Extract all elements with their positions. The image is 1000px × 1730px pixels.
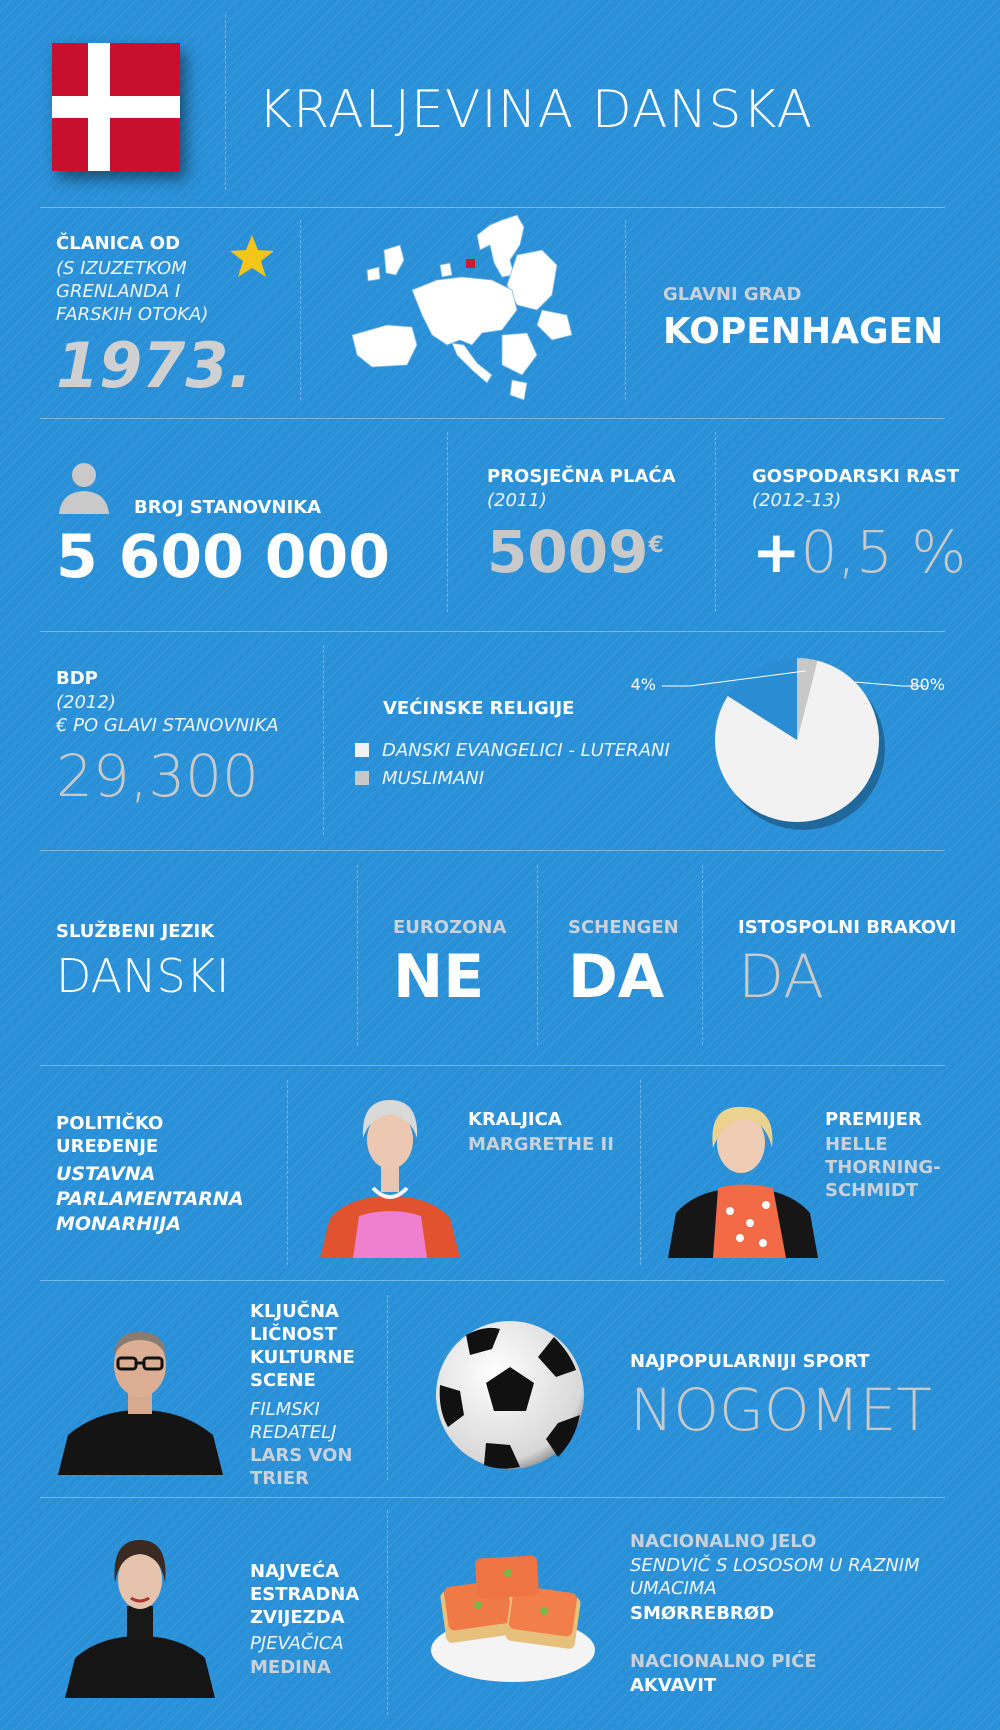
divider	[447, 432, 448, 612]
divider	[287, 1080, 288, 1265]
divider	[537, 865, 538, 1045]
divider	[300, 220, 301, 400]
dish-desc: SENDVIČ S LOSOSOM U RAZNIM UMACIMA	[630, 1555, 920, 1599]
salary-label: PROSJEČNA PLAĆA	[487, 466, 676, 487]
divider	[357, 865, 358, 1045]
dish-name: SMØRREBRØD	[630, 1603, 775, 1624]
football-icon	[430, 1315, 590, 1475]
eurozone-label: EUROZONA	[393, 917, 507, 938]
europe-map-icon	[352, 215, 577, 415]
divider	[625, 220, 626, 400]
drink-name: AKVAVIT	[630, 1675, 717, 1696]
gdp-year: (2012)	[56, 692, 116, 713]
salary-value: 5009	[487, 518, 649, 586]
membership-label: ČLANICA OD	[56, 233, 181, 254]
gdp-unit: € PO GLAVI STANOVNIKA	[56, 715, 279, 736]
gdp-value: 29,300	[56, 742, 259, 810]
politics-label: POLITIČKO UREĐENJE	[56, 1113, 164, 1157]
religion-pie-chart	[630, 650, 945, 830]
queen-portrait	[315, 1088, 465, 1258]
schengen-value: DA	[568, 942, 665, 1012]
religion-title: VEĆINSKE RELIGIJE	[383, 698, 575, 719]
legend-swatch-muslims	[355, 771, 369, 785]
divider	[40, 850, 945, 851]
legend-label-muslims: MUSLIMANI	[382, 768, 485, 789]
divider	[40, 1065, 945, 1066]
divider	[40, 1280, 945, 1281]
queen-value: MARGRETHE II	[468, 1134, 614, 1155]
star-name: MEDINA	[250, 1657, 331, 1678]
growth-label: GOSPODARSKI RAST	[752, 466, 960, 487]
page-title: KRALJEVINA DANSKA	[258, 80, 814, 140]
director-portrait	[58, 1310, 223, 1475]
divider	[40, 418, 945, 419]
legend-label-lutherans: DANSKI EVANGELICI - LUTERANI	[382, 740, 670, 761]
drink-label: NACIONALNO PIĆE	[630, 1651, 817, 1672]
pm-portrait	[668, 1093, 818, 1258]
language-value: DANSKI	[56, 949, 230, 1003]
smorrebrod-image	[428, 1535, 598, 1685]
legend-swatch-lutherans	[355, 743, 369, 757]
marriage-label: ISTOSPOLNI BRAKOVI	[738, 917, 957, 938]
salary-value-wrap	[487, 518, 664, 586]
divider	[702, 865, 703, 1045]
divider	[715, 432, 716, 612]
schengen-label: SCHENGEN	[568, 917, 679, 938]
denmark-flag-icon	[52, 43, 180, 171]
eu-star-icon	[228, 232, 276, 280]
gdp-label: BDP	[56, 668, 98, 689]
culture-role: FILMSKI REDATELJ	[250, 1399, 337, 1443]
star-role: PJEVAČICA	[250, 1633, 344, 1654]
divider	[40, 207, 945, 208]
singer-portrait	[65, 1528, 215, 1698]
eurozone-value: NE	[393, 942, 485, 1012]
sport-label: NAJPOPULARNIJI SPORT	[630, 1351, 870, 1372]
culture-label: KLJUČNA LIČNOST KULTURNE SCENE	[250, 1301, 355, 1391]
pm-value: HELLE THORNING-SCHMIDT	[825, 1134, 941, 1201]
divider	[640, 1080, 641, 1265]
sport-value: NOGOMET	[630, 1376, 932, 1444]
divider	[387, 1510, 388, 1715]
population-value: 5 600 000	[56, 522, 391, 592]
divider	[40, 1497, 945, 1498]
pie-label-4: 4%	[630, 675, 656, 694]
population-label: BROJ STANOVNIKA	[134, 497, 322, 518]
politics-value: USTAVNA PARLAMENTARNA MONARHIJA	[56, 1163, 244, 1235]
dish-label: NACIONALNO JELO	[630, 1531, 817, 1552]
pie-label-80: 80%	[909, 675, 945, 694]
growth-years: (2012-13)	[752, 490, 842, 511]
capital-label: GLAVNI GRAD	[663, 284, 802, 305]
capital-value: KOPENHAGEN	[663, 311, 944, 352]
divider	[40, 631, 945, 632]
marriage-value: DA	[738, 942, 825, 1012]
pm-label: PREMIJER	[825, 1109, 922, 1130]
salary-unit: €	[648, 533, 664, 558]
culture-name: LARS VON TRIER	[250, 1445, 353, 1489]
salary-year: (2011)	[487, 490, 547, 511]
divider	[387, 1295, 388, 1480]
growth-value: 0,5 %	[800, 518, 967, 586]
queen-label: KRALJICA	[468, 1109, 562, 1130]
growth-sign: +	[752, 518, 801, 586]
person-icon	[56, 460, 112, 516]
star-label: NAJVEĆA ESTRADNA ZVIJEZDA	[250, 1561, 360, 1628]
membership-year: 1973.	[56, 329, 253, 402]
language-label: SLUŽBENI JEZIK	[56, 921, 215, 942]
growth-value-wrap	[752, 518, 966, 586]
divider	[323, 645, 324, 835]
membership-note: (S IZUZETKOM GRENLANDA I FARSKIH OTOKA)	[56, 258, 209, 325]
divider	[225, 15, 226, 190]
